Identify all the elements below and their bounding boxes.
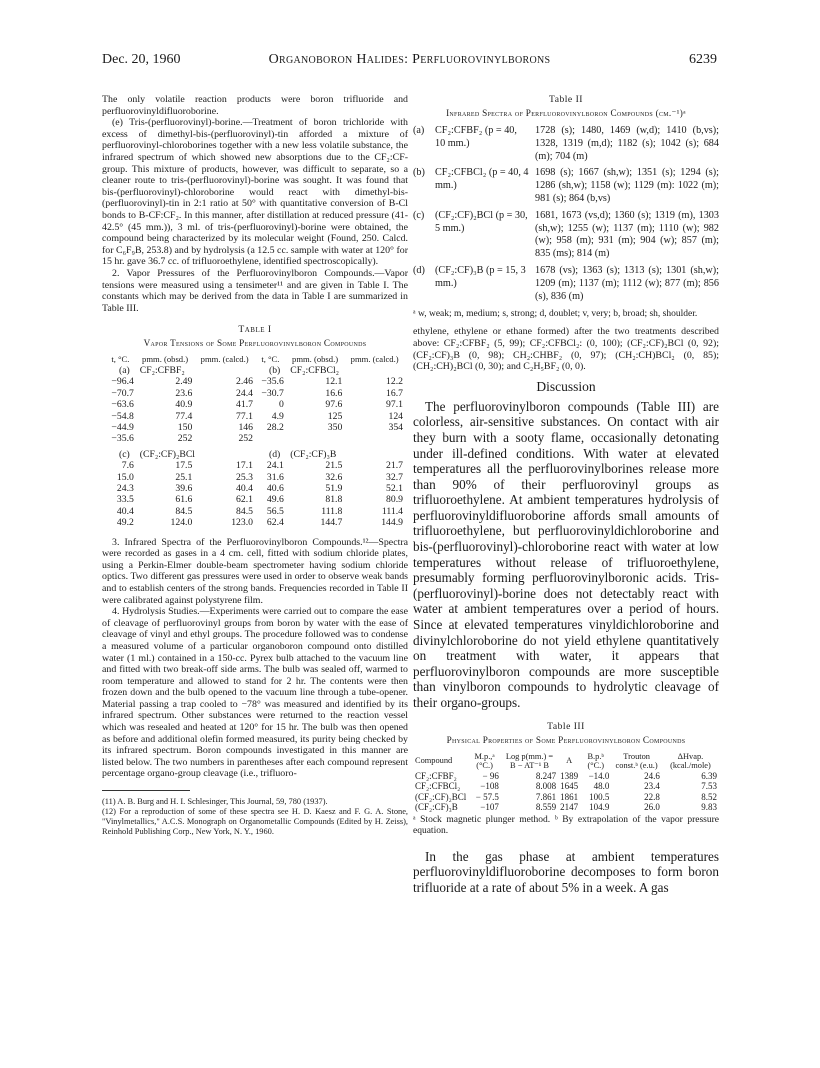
table3-cell: −108	[480, 781, 499, 792]
table2-row	[413, 125, 719, 167]
table1-cell: 81.8	[325, 494, 343, 506]
table3-footnote: ᵃ Stock magnetic plunger method. ᵇ By extrapolation of the vapor pressure equation.	[413, 814, 719, 836]
table1-cell: 24.4	[236, 387, 253, 399]
table1-cell: 150	[177, 421, 193, 433]
table1-cell: 32.6	[325, 471, 343, 483]
table2-caption: Table II	[549, 94, 583, 105]
table1-cell: 7.6	[121, 460, 134, 472]
table3-cell: 6.39	[701, 770, 717, 781]
table1-cell: −63.6	[111, 399, 134, 411]
block-b-compound: CF₂:CFBCl₂	[290, 364, 340, 376]
table2-key: (d)	[413, 264, 425, 276]
table3-cell: CF₂:CFBF₂	[415, 770, 457, 781]
section-3-paragraph: 3. Infrared Spectra of the Perfluorovinylboron Compounds.¹²—Spectra were recorded as gases in a 4 cm. cell, fitted with sodium chloride plates, using a Perkin-Elmer double-beam spectrometer having sodium chloride optics. Two different gas pressures were used in order to observe weak bands and to establish centers of the strong bands. Frequencies recorded in Table II were calibrated against polystyrene film.	[102, 536, 408, 606]
table1-cell	[255, 433, 286, 444]
table1-cell: 17.1	[236, 460, 253, 472]
col-obsd: pmm. (obsd.)	[142, 354, 189, 365]
table3-cell: 7.53	[701, 781, 717, 792]
table1-cell: 51.9	[325, 482, 343, 494]
table1-cell: 84.5	[236, 505, 253, 517]
running-title: Organoboron Halides: Perfluorovinylborons	[268, 52, 551, 67]
table1-cell: 16.7	[386, 387, 403, 399]
table1-cell: 28.2	[266, 421, 284, 433]
table1-cell: 12.2	[386, 376, 403, 388]
table1-cell: 40.4	[236, 482, 253, 494]
table1-cell: 52.1	[386, 482, 403, 494]
right-column	[413, 94, 719, 896]
table1-caption: Table I	[238, 324, 272, 336]
table1-cell: 2.49	[175, 376, 193, 388]
table3-cell: 104.9	[589, 802, 610, 813]
table3-cell: 1861	[560, 791, 579, 802]
table1-cell: 124	[388, 410, 403, 422]
table3-cell: 8.559	[535, 802, 557, 813]
table3-cell: 1389	[560, 770, 579, 781]
running-header	[102, 52, 717, 72]
table1-cell: 146	[238, 421, 253, 433]
table1-cell: 41.7	[236, 399, 253, 411]
table2-frequencies: 1698 (s); 1667 (sh,w); 1351 (s); 1294 (s); 1286 (sh,w); 1158 (w); 1129 (m): 1022 (m); 981 (s); 864 (b,vs)	[535, 167, 719, 204]
table3-cell: − 96	[482, 770, 499, 781]
table3-cell: (CF₂:CF)₂BCl	[415, 791, 467, 802]
table1-cell: 31.6	[266, 471, 284, 483]
table3-header-cell: B.p.ᵇ (°C.)	[587, 751, 605, 771]
col-obsd: pmm. (obsd.)	[292, 354, 339, 365]
table1-cell: 97.1	[386, 399, 403, 411]
table2-title: Infrared Spectra of Perfluorovinylboron Compounds (cm.⁻¹)ᵃ	[446, 108, 686, 118]
table3-cell: 9.83	[701, 802, 717, 813]
table3-cell: 22.8	[644, 791, 660, 802]
table1-cell: 40.6	[266, 482, 284, 494]
table1-row	[105, 472, 405, 483]
footnote-12: (12) For a reproduction of some of these spectra see H. D. Kaesz and F. G. A. Stone, "Vinylmetallics," A.C.S. Monograph on Organometallic Compounds (Edited by H. Zeiss), Reinhold Publishing Corp., New York, N. Y., 1960.	[102, 807, 408, 837]
table1-cell: 39.6	[175, 482, 193, 494]
table3-header-cell: Trouton const.ᵇ (e.u.)	[615, 751, 658, 771]
table1-cell: 25.3	[236, 471, 253, 483]
table3-cell: − 57.5	[475, 791, 499, 802]
table1-cell: 0	[278, 399, 284, 411]
table3-row	[413, 781, 719, 792]
table3-cell: 8.247	[535, 770, 557, 781]
col-calcd: pmm. (calcd.)	[200, 354, 249, 365]
table1-cell: 56.5	[266, 505, 284, 517]
table1-row	[105, 494, 405, 505]
table1-cell: −54.8	[111, 410, 134, 422]
table3-cell: 7.861	[535, 791, 557, 802]
table1-cell: 16.6	[325, 387, 343, 399]
table1	[105, 355, 405, 528]
block-a-compound: CF₂:CFBF₂	[139, 364, 185, 376]
table3-row	[413, 792, 719, 803]
table3-cell: 8.52	[701, 791, 717, 802]
table3-cell: 26.0	[644, 802, 660, 813]
table2-key: (c)	[413, 209, 425, 221]
footnote-11: (11) A. B. Burg and H. I. Schlesinger, This Journal, 59, 780 (1937).	[102, 797, 328, 807]
table1-cell: 40.9	[175, 399, 193, 411]
table1-cell: 32.7	[386, 471, 403, 483]
table3-cell: −107	[480, 802, 499, 813]
table1-cell	[286, 433, 344, 444]
table2-frequencies: 1678 (vs); 1363 (s); 1313 (s); 1301 (sh,w); 1209 (m); 1137 (m); 1112 (w); 877 (m); 856 (s), 836 (m)	[535, 264, 719, 302]
issue-date: Dec. 20, 1960	[102, 52, 181, 67]
table1-cell: 97.6	[325, 399, 343, 411]
table1-row	[105, 460, 405, 471]
table1-cell: 49.2	[116, 517, 134, 529]
table1-cell: 111.4	[381, 505, 403, 517]
block-a-key: (a)	[119, 364, 130, 376]
table1-cell: 24.3	[116, 482, 134, 494]
table1-row	[105, 433, 405, 444]
table1-cell	[344, 433, 405, 444]
table1-cell: 111.8	[321, 505, 343, 517]
table1-cell: 124.0	[170, 517, 193, 529]
table2-frequencies: 1681, 1673 (vs,d); 1360 (s); 1319 (m), 1303 (sh,w); 1255 (w); 1137 (m); 1110 (w); 982 (w); 958 (m); 931 (m); 904 (w); 857 (m); 835 (ms); 814 (m)	[535, 209, 719, 260]
table1-cell: 61.6	[175, 494, 193, 506]
table1-cell: 62.1	[236, 494, 253, 506]
table1-row	[105, 517, 405, 528]
table2-row	[413, 210, 719, 265]
left-column	[102, 94, 408, 837]
table1-cell: 49.6	[266, 494, 284, 506]
table3-cell: CF₂:CFBCl₂	[415, 781, 461, 792]
block-a-key: (c)	[119, 448, 130, 460]
table1-cell: 25.1	[175, 471, 193, 483]
block-a-label	[105, 365, 255, 376]
table1-row	[105, 483, 405, 494]
table1-cell: −30.7	[261, 387, 284, 399]
table1-cell: 4.9	[271, 410, 284, 422]
table3-cell: 8.008	[535, 781, 557, 792]
table3-title: Physical Properties of Some Perfluorovinylboron Compounds	[446, 734, 686, 745]
table1-row	[105, 422, 405, 433]
table1-cell: −35.6	[261, 376, 284, 388]
hydrolysis-results-paragraph: ethylene, ethylene or ethane formed) after the two treatments described above: CF₂:CFBF₂ (5, 99); CF₂:CFBCl₂: (0, 100); (CF₂:CF)₂BCl (0, 92); (CF₂:CF)₃B (0, 98); CH₂:CHBF₂ (0, 97); (CH₂:CH)BCl₂ (0, 85); (CH₂:CH)₂BCl (0, 30); and C₂H₅BF₂ (0, 0).	[413, 326, 719, 373]
table2-compound: CF₂:CFBCl₂ (p = 40, 4 mm.)	[435, 167, 529, 192]
table1-cell: 12.1	[325, 376, 343, 388]
table1-cell: 21.5	[325, 460, 343, 472]
intro-paragraph: The only volatile reaction products were boron trifluoride and perfluorovinyldifluoroborine.	[102, 94, 408, 117]
table3-cell: 23.4	[644, 781, 660, 792]
table1-cell: 23.6	[175, 387, 193, 399]
table2-key: (b)	[413, 167, 425, 179]
section-2-paragraph: 2. Vapor Pressures of the Perfluorovinylboron Compounds.—Vapor tensions were measured using a tensimeter¹¹ and are given in Table I. The constants which may be derived from the data in Table I are summarized in Table III.	[102, 267, 408, 314]
section-e-paragraph: (e) Tris-(perfluorovinyl)-borine.—Treatment of boron trichloride with excess of dimethyl-bis-(perfluorovinyl)-tin afforded a mixture of perfluorovinyl-chloroborines together with a new less volatile substance, the infrared spectrum of which showed new absorptions due to the CF₂:CF- group. This mixture of products, however, was difficult to separate, so a cleaner route to tris-(perfluorovinyl)-borine was sought. It was found that bis-(perfluorovinyl)-chloroborine would react with dimethyl-bis-(perfluorovinyl)-tin in 2:1 ratio at 50° with quantitative conversion of B-Cl bonds to B-CF:CF₂. In this manner, after distillation at reduced pressure (41-42.5° (45 mm.)), 3 ml. of tris-(perfluorovinyl)-borine were obtained, the compound being characterized by its molecular weight (Found, 250. Calcd. for C₆F₉B, 253.8) and by hydrolysis (a 12.5 cc. sample with water at 120° for 15 hr. gave 36.7 cc. of trifluoroethylene, identified spectroscopically).	[102, 117, 408, 268]
table1-header-row	[105, 355, 405, 365]
table2-compound: CF₂:CFBF₂ (p = 40, 10 mm.)	[435, 125, 517, 149]
table1-cell: 252	[177, 433, 193, 445]
discussion-heading: Discussion	[536, 378, 596, 394]
table1-row	[105, 399, 405, 410]
block-a-compound: (CF₂:CF)₂BCl	[139, 448, 195, 460]
col-t: t, °C.	[261, 354, 280, 365]
table3	[413, 752, 719, 813]
table3-cell: 2147	[560, 802, 579, 813]
table3-cell: 1645	[560, 781, 579, 792]
section-4-paragraph: 4. Hydrolysis Studies.—Experiments were carried out to compare the ease of cleavage of perfluorovinyl groups from boron by water with the ease of cleavage of vinyl and ethyl groups. The procedure followed was to condense a measured volume of a particular organoboron compound onto distilled water (1 ml.) contained in a 150-cc. Pyrex bulb attached to the vacuum line and fitted with two break-off side arms. The bulb was sealed off, warmed to room temperature and allowed to stand for 2 hr. The contents were then frozen down and the bulb opened to the vacuum line through a tube-opener. Material passing a trap cooled to −78° was measured and identified by its infrared spectrum. Other substances were returned to the reaction vessel which was resealed and heated at 120° for 15 hr. The bulb was then opened as before and additional olefin formed measured, its purity being checked by its infrared spectrum. Boron compounds investigated in this manner are listed below. The two numbers in parentheses after each compound represent percentage organo-group cleavage (i.e., trifluoro-	[102, 606, 408, 780]
table3-cell: 24.6	[644, 770, 660, 781]
page-number: 6239	[689, 52, 717, 67]
table3-cell: 100.5	[589, 791, 610, 802]
table1-cell: 33.5	[116, 494, 134, 506]
block-b-key: (d)	[268, 448, 281, 460]
table1-cell: −44.9	[111, 421, 134, 433]
table1-cell: 15.0	[116, 471, 134, 483]
block-b-compound: (CF₂:CF)₃B	[290, 448, 337, 460]
final-paragraph: In the gas phase at ambient temperatures perfluorovinyldifluoroborine decomposes to form boron trifluoride at a rate of about 5% in a week. A gas	[413, 848, 719, 895]
table3-cell: 48.0	[593, 781, 610, 792]
table1-cell: 62.4	[266, 517, 284, 529]
table3-caption: Table III	[547, 720, 585, 732]
table2-key: (a)	[413, 125, 425, 136]
table3-header-cell: A	[566, 756, 573, 766]
table1-block-label-row	[105, 449, 405, 460]
table1-row	[105, 411, 405, 422]
table2-frequencies: 1728 (s); 1480, 1469 (w,d); 1410 (b,vs); 1328, 1319 (m,d); 1182 (s); 1042 (s); 684 (m); 704 (m)	[535, 125, 719, 162]
block-b-label	[255, 449, 405, 460]
table3-cell: (CF₂:CF)₃B	[415, 802, 458, 813]
table1-cell: 80.9	[386, 494, 403, 506]
table1-cell: 252	[238, 433, 253, 445]
table1-row	[105, 388, 405, 399]
table3-header-cell: ΔHvap. (kcal./mole)	[670, 751, 711, 771]
table3-row	[413, 771, 719, 782]
table1-cell: 125	[327, 410, 343, 422]
col-t: t, °C.	[111, 354, 130, 365]
table1-cell: 24.1	[266, 460, 284, 472]
table1-cell: 354	[388, 421, 403, 433]
block-a-label	[105, 449, 255, 460]
table1-cell: 350	[327, 421, 343, 433]
table3-header-cell: Log p(mm.) = B − AT⁻¹ B	[505, 751, 554, 771]
table1-cell: 84.5	[175, 505, 193, 517]
block-b-label	[255, 365, 405, 376]
table1-cell: 40.4	[116, 505, 134, 517]
table2-compound: (CF₂:CF)₂BCl (p = 30, 5 mm.)	[435, 209, 528, 234]
table1-cell: −96.4	[111, 376, 134, 388]
table3-header-cell: M.p.,ᵃ (°C.)	[474, 751, 495, 771]
table1-row	[105, 506, 405, 517]
table1-cell: 144.9	[381, 517, 403, 529]
table2-footnote: ᵃ w, weak; m, medium; s, strong; d, doublet; v, very; b, broad; sh, shoulder.	[413, 309, 698, 320]
table3-cell: −14.0	[588, 770, 610, 781]
table1-cell: 17.5	[175, 460, 193, 472]
discussion-paragraph: The perfluorovinylboron compounds (Table III) are colorless, air-sensitive substances. On contact with air they burn with a sooty flame, occasionally detonating under ill-defined conditions. With water at elevated temperatures all the perfluorovinylborines release more than 90% of their perfluorovinyl groups as trifluoroethylene. At ambient temperatures hydrolysis of perfluorovinyldifluoroborine affords small amounts of trifluoroethylene, but perfluorovinyldichloroborine and bis-(perfluorovinyl)-chloroborine react with water at low temperatures without release of trifluoroethylene, presumably forming perfluorovinylboronic acids. Tris-(perfluorovinyl)-borine does not detectably react with water at ambient temperatures over a period of hours. Since at elevated temperatures vinyldichloroborine and divinylchloroborine do not yield ethylene quantitatively on treatment with water, it appears that perfluorovinylboron compounds are more susceptible than vinylboron compounds to hydrolytic cleavage of their organo-groups.	[413, 398, 719, 711]
col-calcd: pmm. (calcd.)	[350, 354, 399, 365]
table3-header-row	[413, 752, 719, 771]
table1-cell: −35.6	[111, 433, 134, 445]
table3-header-cell: Compound	[415, 756, 453, 766]
table2	[413, 125, 719, 307]
table1-cell: 77.1	[236, 410, 253, 422]
table1-title: Vapor Tensions of Some Perfluorovinylboron Compounds	[143, 338, 367, 349]
table1-cell: 77.4	[175, 410, 193, 422]
table2-row	[413, 265, 719, 307]
table1-cell: 2.46	[236, 376, 253, 388]
table1-cell: 144.7	[320, 517, 343, 529]
table1-block-label-row	[105, 365, 405, 376]
table1-row	[105, 376, 405, 387]
table2-compound: (CF₂:CF)₃B (p = 15, 3 mm.)	[435, 264, 526, 289]
block-b-key: (b)	[268, 364, 281, 376]
table1-cell: 123.0	[231, 517, 253, 529]
table2-row	[413, 167, 719, 209]
footnote-rule	[102, 790, 190, 791]
table1-cell: 21.7	[386, 460, 403, 472]
table3-row	[413, 802, 719, 813]
table1-cell: −70.7	[111, 387, 134, 399]
